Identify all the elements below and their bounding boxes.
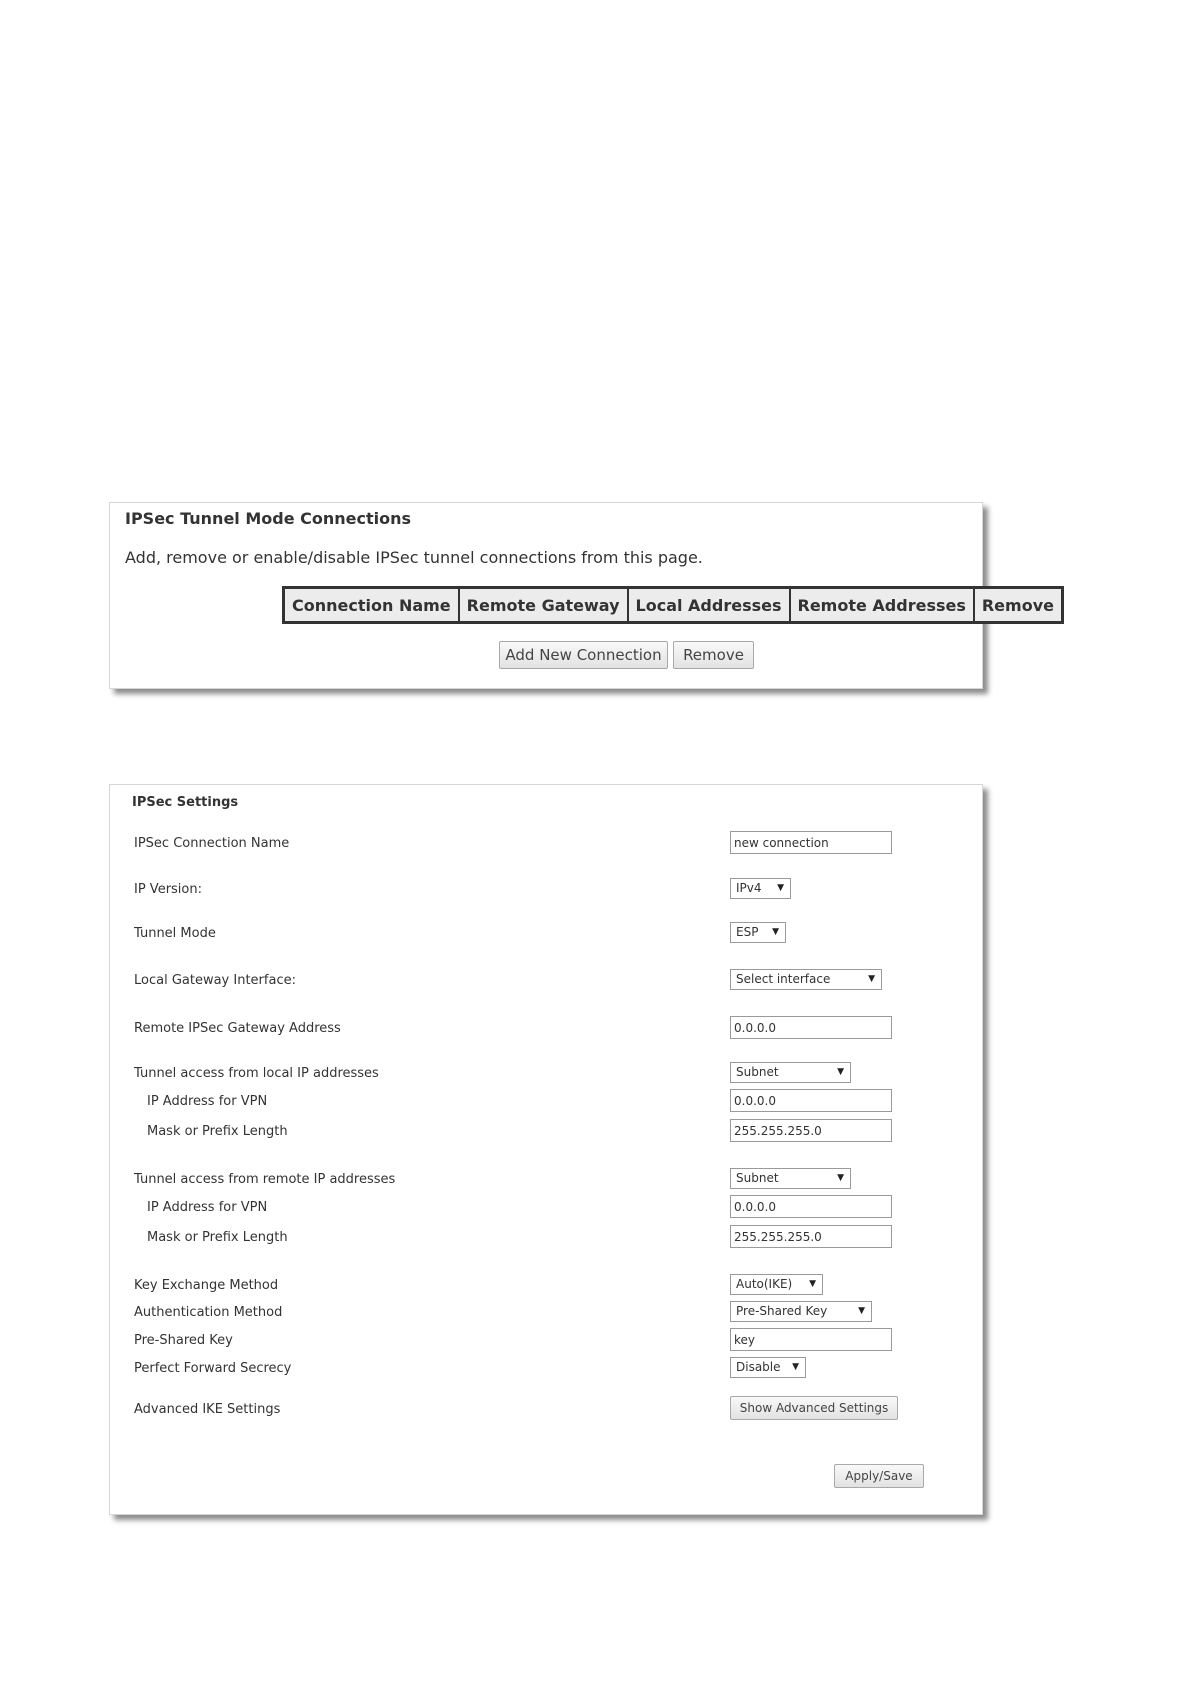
local-access-label: Tunnel access from local IP addresses <box>134 1066 379 1081</box>
remove-connection-button[interactable]: Remove <box>673 641 754 669</box>
ipsec-settings-panel <box>109 784 983 1515</box>
connection-name-input[interactable] <box>730 831 892 854</box>
table-header-row <box>284 588 1062 622</box>
pfs-label: Perfect Forward Secrecy <box>134 1361 292 1376</box>
chevron-down-icon: ▼ <box>777 883 784 893</box>
column-remote-addresses: Remote Addresses <box>790 588 974 622</box>
local-mask-input[interactable] <box>730 1119 892 1142</box>
local-ip-address-label: IP Address for VPN <box>147 1094 268 1109</box>
tunnel-mode-value: ESP <box>736 925 759 939</box>
chevron-down-icon: ▼ <box>837 1067 844 1077</box>
column-remove: Remove <box>974 588 1062 622</box>
local-gateway-interface-label: Local Gateway Interface: <box>134 973 296 988</box>
ip-version-label: IP Version: <box>134 882 202 897</box>
remote-gateway-address-label: Remote IPSec Gateway Address <box>134 1021 341 1036</box>
remote-mask-input[interactable] <box>730 1225 892 1248</box>
column-remote-gateway: Remote Gateway <box>459 588 628 622</box>
local-mask-label: Mask or Prefix Length <box>147 1124 288 1139</box>
apply-save-button[interactable]: Apply/Save <box>834 1464 924 1488</box>
local-gateway-interface-value: Select interface <box>736 972 831 986</box>
add-new-connection-button[interactable]: Add New Connection <box>499 641 668 669</box>
advanced-ike-settings-label: Advanced IKE Settings <box>134 1402 281 1417</box>
local-ip-address-input[interactable] <box>730 1089 892 1112</box>
remote-access-value: Subnet <box>736 1171 779 1185</box>
tunnel-mode-select[interactable] <box>730 922 786 943</box>
connections-table <box>282 586 1064 624</box>
remote-ip-address-input[interactable] <box>730 1195 892 1218</box>
pre-shared-key-input[interactable] <box>730 1328 892 1351</box>
chevron-down-icon: ▼ <box>858 1306 865 1316</box>
local-gateway-interface-select[interactable] <box>730 969 882 990</box>
pfs-select[interactable] <box>730 1357 806 1378</box>
key-exchange-select[interactable] <box>730 1274 823 1295</box>
column-local-addresses: Local Addresses <box>628 588 790 622</box>
ipsec-connections-panel <box>109 502 1054 689</box>
remote-access-select[interactable] <box>730 1168 851 1189</box>
key-exchange-value: Auto(IKE) <box>736 1277 793 1291</box>
chevron-down-icon: ▼ <box>809 1279 816 1289</box>
authentication-method-label: Authentication Method <box>134 1305 283 1320</box>
local-access-value: Subnet <box>736 1065 779 1079</box>
tunnel-mode-label: Tunnel Mode <box>134 926 216 941</box>
key-exchange-label: Key Exchange Method <box>134 1278 279 1293</box>
connections-title: IPSec Tunnel Mode Connections <box>125 509 412 528</box>
connections-description: Add, remove or enable/disable IPSec tunnel connections from this page. <box>125 548 703 567</box>
chevron-down-icon: ▼ <box>772 927 779 937</box>
remote-mask-label: Mask or Prefix Length <box>147 1230 288 1245</box>
authentication-method-select[interactable] <box>730 1301 872 1322</box>
ip-version-value: IPv4 <box>736 881 762 895</box>
settings-title: IPSec Settings <box>132 795 239 810</box>
pfs-value: Disable <box>736 1360 781 1374</box>
chevron-down-icon: ▼ <box>837 1173 844 1183</box>
chevron-down-icon: ▼ <box>792 1362 799 1372</box>
column-connection-name: Connection Name <box>284 588 459 622</box>
show-advanced-settings-button[interactable]: Show Advanced Settings <box>730 1396 898 1420</box>
remote-gateway-address-input[interactable] <box>730 1016 892 1039</box>
local-access-select[interactable] <box>730 1062 851 1083</box>
ip-version-select[interactable] <box>730 878 791 899</box>
authentication-method-value: Pre-Shared Key <box>736 1304 828 1318</box>
remote-access-label: Tunnel access from remote IP addresses <box>134 1172 396 1187</box>
pre-shared-key-label: Pre-Shared Key <box>134 1333 233 1348</box>
chevron-down-icon: ▼ <box>868 974 875 984</box>
connection-name-label: IPSec Connection Name <box>134 836 290 851</box>
remote-ip-address-label: IP Address for VPN <box>147 1200 268 1215</box>
